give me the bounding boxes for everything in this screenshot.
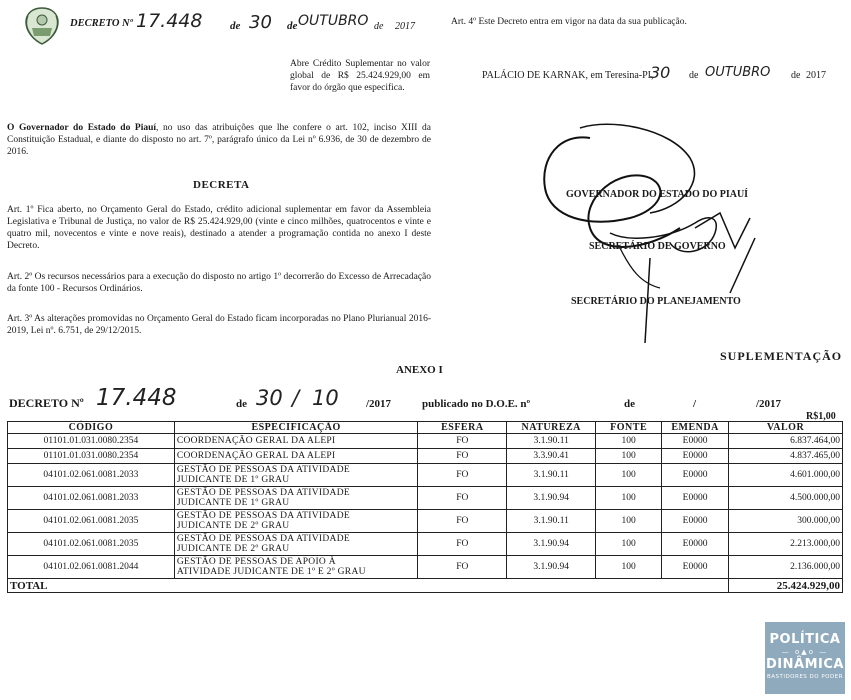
annex-decree-label: DECRETO Nº (9, 396, 84, 410)
cell-especificacao (174, 533, 418, 556)
annex-decree-number-handwritten: 17.448 (96, 385, 177, 411)
cell-codigo: 04101.02.061.0081.2035 (8, 533, 175, 556)
spec-line-1: COORDENAÇÃO GERAL DA ALEPI (176, 451, 336, 461)
col-especificacao: ESPECIFICAÇÃO (174, 422, 418, 434)
currency-unit: R$1,00 (806, 411, 836, 422)
total-value: 25.424.929,00 (729, 579, 843, 593)
spec-line-1: GESTÃO DE PESSOAS DE APOIO À (176, 557, 336, 567)
annex-de-2: de (624, 398, 635, 410)
cell-codigo: 01101.01.031.0080.2354 (8, 449, 175, 464)
cell-especificacao (174, 487, 418, 510)
logo-line-3: BASTIDORES DO PODER (766, 674, 844, 680)
cell-codigo: 01101.01.031.0080.2354 (8, 434, 175, 449)
annex-total-row (8, 579, 843, 593)
col-codigo: CÓDIGO (8, 422, 175, 434)
cell-valor: 2.213.000,00 (729, 533, 843, 556)
spec-line-1: GESTÃO DE PESSOAS DA ATIVIDADE (176, 534, 350, 544)
article-4: Art. 4º Este Decreto entra em vigor na data da sua publicação. (451, 17, 687, 27)
spec-line-2: JUDICANTE DE 2º GRAU (176, 521, 290, 531)
cell-natureza: 3.1.90.11 (507, 464, 596, 487)
annex-month-handwritten: 10 (312, 386, 339, 410)
spec-line-2: JUDICANTE DE 2º GRAU (176, 544, 290, 554)
cell-emenda: E0000 (662, 487, 729, 510)
cell-esfera: FO (418, 449, 507, 464)
col-emenda: EMENDA (662, 422, 729, 434)
cell-emenda: E0000 (662, 464, 729, 487)
cell-emenda: E0000 (662, 556, 729, 579)
spec-line-1: GESTÃO DE PESSOAS DA ATIVIDADE (176, 511, 350, 521)
annex-de-1: de (236, 398, 247, 410)
annex-title: ANEXO I (396, 364, 443, 376)
article-2: Art. 2º Os recursos necessários para a execução do disposto no artigo 1º decorrerão do Excesso de Arrecadação da fonte 100 - Recursos Ordinários. (7, 272, 431, 294)
decree-de-3: de (374, 21, 384, 32)
cell-codigo: 04101.02.061.0081.2033 (8, 487, 175, 510)
table-row (8, 464, 843, 487)
secretary-planning-title: SECRETÁRIO DO PLANEJAMENTO (571, 296, 741, 307)
table-row (8, 556, 843, 579)
cell-natureza: 3.1.90.94 (507, 487, 596, 510)
cell-codigo: 04101.02.061.0081.2035 (8, 510, 175, 533)
palacio-de: de (689, 70, 699, 81)
cell-especificacao (174, 434, 418, 449)
cell-especificacao (174, 556, 418, 579)
total-label: TOTAL (8, 579, 729, 593)
cell-fonte: 100 (596, 434, 662, 449)
decree-month-handwritten: OUTUBRO (298, 13, 369, 29)
cell-fonte: 100 (596, 510, 662, 533)
spec-line-1: COORDENAÇÃO GERAL DA ALEPI (176, 436, 336, 446)
state-coat-of-arms-icon (22, 6, 62, 46)
cell-esfera: FO (418, 510, 507, 533)
cell-esfera: FO (418, 434, 507, 449)
cell-natureza: 3.1.90.11 (507, 434, 596, 449)
cell-valor: 300.000,00 (729, 510, 843, 533)
cell-esfera: FO (418, 533, 507, 556)
preamble (7, 122, 431, 158)
logo-line-2: DINÂMICA (766, 657, 844, 672)
table-row (8, 510, 843, 533)
cell-valor: 6.837.464,00 (729, 434, 843, 449)
spec-line-2: JUDICANTE DE 1º GRAU (176, 498, 290, 508)
col-valor: VALOR (729, 422, 843, 434)
annex-year: /2017 (366, 398, 392, 410)
palacio-de-2: de (791, 70, 801, 81)
cell-fonte: 100 (596, 556, 662, 579)
cell-especificacao (174, 449, 418, 464)
col-fonte: FONTE (596, 422, 662, 434)
annex-publicado-label: publicado no D.O.E. nº (422, 398, 531, 410)
cell-codigo: 04101.02.061.0081.2033 (8, 464, 175, 487)
cell-emenda: E0000 (662, 510, 729, 533)
logo-line-1: POLÍTICA (769, 632, 841, 647)
cell-emenda: E0000 (662, 434, 729, 449)
cell-codigo: 04101.02.061.0081.2044 (8, 556, 175, 579)
col-esfera: ESFERA (418, 422, 507, 434)
palacio-place: PALÁCIO DE KARNAK, em Teresina-PI, (482, 70, 654, 81)
ementa: Abre Crédito Suplementar no valor global de R$ 25.424.929,00 em favor do órgão que especifica. (290, 59, 430, 93)
cell-valor: 4.500.000,00 (729, 487, 843, 510)
governor-title: GOVERNADOR DO ESTADO DO PIAUÍ (566, 189, 749, 200)
palacio-year: 2017 (806, 70, 826, 81)
governor-signature (520, 118, 780, 348)
annex-table (7, 421, 843, 593)
cell-esfera: FO (418, 556, 507, 579)
cell-esfera: FO (418, 487, 507, 510)
table-row (8, 533, 843, 556)
preamble-governor: O Governador do Estado do Piauí (7, 123, 157, 133)
annex-slash-2: / (693, 398, 697, 410)
annex-day-handwritten: 30 (256, 386, 283, 410)
palacio-day-handwritten: 30 (650, 63, 671, 82)
cell-natureza: 3.1.90.94 (507, 533, 596, 556)
article-1: Art. 1º Fica aberto, no Orçamento Geral do Estado, crédito adicional suplementar em favor da Assembleia Legislativa e Tribunal de Justiça, no valor de R$ 25.424.929,00 (vinte e cinco milhões, quatrocentos e vinte e quatro mil, novecentos e vinte e nove reais), destinado a atender a programação contida no anexo I deste Decreto. (7, 205, 431, 251)
spec-line-2: ATIVIDADE JUDICANTE DE 1º E 2º GRAU (176, 567, 366, 577)
cell-natureza: 3.1.90.11 (507, 510, 596, 533)
cell-emenda: E0000 (662, 449, 729, 464)
cell-especificacao (174, 464, 418, 487)
preamble-text: , no uso das atribuições que lhe confere o art. 102, inciso XIII da Constituição Estadual, e diante do disposto no art. 7º, parágrafo único da Lei nº 6.936, de 30 de dezembro de 2016. (7, 123, 431, 157)
suplementacao-heading: SUPLEMENTAÇÃO (720, 349, 843, 363)
cell-fonte: 100 (596, 533, 662, 556)
decree-year: 2017 (395, 21, 415, 32)
annex-year-2: /2017 (756, 398, 782, 410)
secretary-government-title: SECRETÁRIO DE GOVERNO (589, 241, 726, 252)
scale-dots-icon: — o▲o — (781, 648, 829, 656)
article-3: Art. 3º As alterações promovidas no Orçamento Geral do Estado ficam incorporadas no Plano Plurianual 2016-2019, Lei nº. 6.751, de 29/12/2015. (7, 314, 431, 336)
cell-natureza: 3.3.90.41 (507, 449, 596, 464)
annex-table-header (8, 422, 843, 434)
cell-fonte: 100 (596, 449, 662, 464)
table-row (8, 449, 843, 464)
decree-label: DECRETO Nº (70, 18, 133, 29)
annex-slash-1: / (292, 386, 300, 410)
cell-valor: 4.601.000,00 (729, 464, 843, 487)
cell-fonte: 100 (596, 487, 662, 510)
spec-line-1: GESTÃO DE PESSOAS DA ATIVIDADE (176, 465, 350, 475)
table-row (8, 434, 843, 449)
decree-day-handwritten: 30 (249, 12, 272, 33)
cell-emenda: E0000 (662, 533, 729, 556)
cell-fonte: 100 (596, 464, 662, 487)
palacio-month-handwritten: OUTUBRO (705, 65, 771, 80)
cell-valor: 4.837.465,00 (729, 449, 843, 464)
decree-de-2: de (287, 20, 298, 32)
cell-especificacao (174, 510, 418, 533)
decree-number-handwritten: 17.448 (136, 10, 203, 32)
table-row (8, 487, 843, 510)
spec-line-2: JUDICANTE DE 1º GRAU (176, 475, 290, 485)
decreta-heading: DECRETA (193, 179, 250, 191)
decree-de-1: de (230, 20, 241, 32)
cell-natureza: 3.1.90.94 (507, 556, 596, 579)
politica-dinamica-logo (765, 622, 845, 694)
col-natureza: NATUREZA (507, 422, 596, 434)
cell-esfera: FO (418, 464, 507, 487)
cell-valor: 2.136.000,00 (729, 556, 843, 579)
spec-line-1: GESTÃO DE PESSOAS DA ATIVIDADE (176, 488, 350, 498)
